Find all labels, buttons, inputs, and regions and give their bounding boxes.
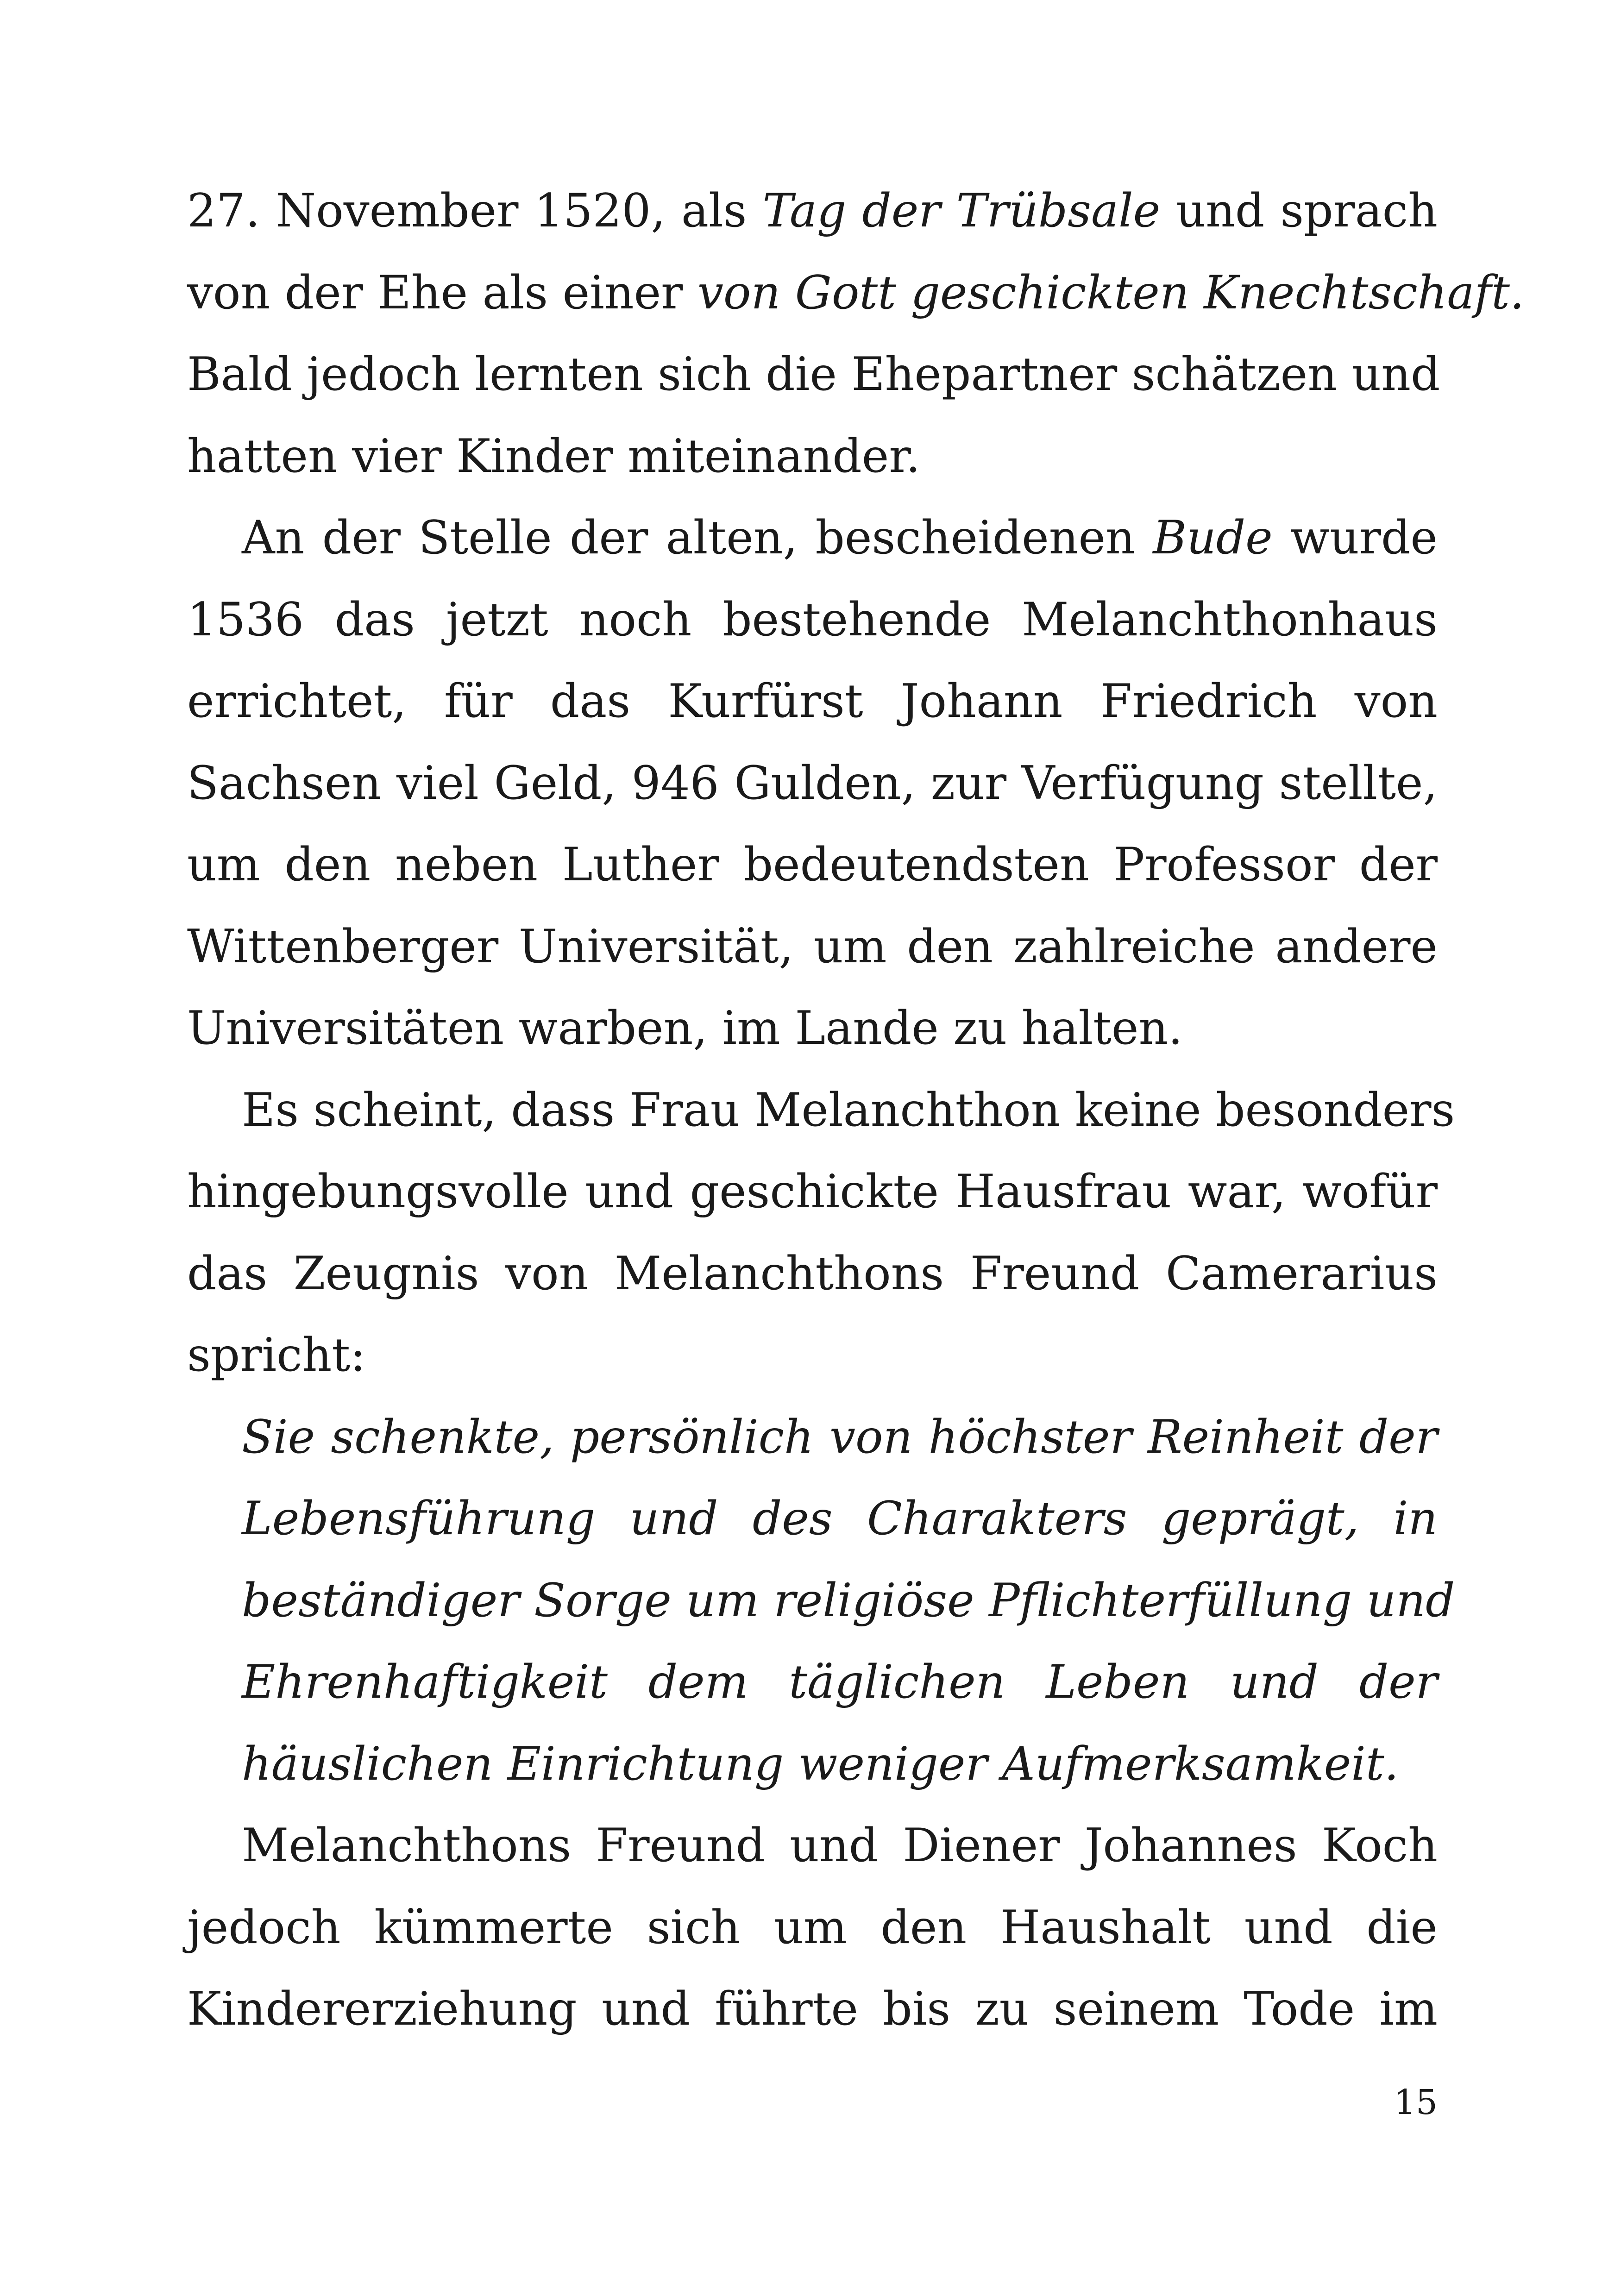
- quote-line: Sie schenkte, persönlich von höchster Reinheit der: [242, 1410, 1438, 1464]
- text-line: errichtet, für das Kurfürst Johann Friedrich von: [187, 675, 1438, 728]
- emphasis: Tag der Trübsale: [762, 184, 1161, 238]
- text-line: Melanchthons Freund und Diener Johannes Koch: [242, 1819, 1438, 1872]
- text-line: hatten vier Kinder miteinander.: [187, 429, 921, 483]
- quote-line: Ehrenhaftigkeit dem täglichen Leben und der: [242, 1656, 1438, 1709]
- quote-line: Lebensführung und des Charakters geprägt, in: [242, 1492, 1438, 1545]
- quote-line: häuslichen Einrichtung weniger Aufmerksamkeit.: [242, 1737, 1399, 1791]
- text-line: An der Stelle der alten, bescheidenen Bude wurde: [242, 511, 1438, 565]
- text-line: von der Ehe als einer von Gott geschickten Knechtschaft.: [187, 266, 1525, 320]
- text-line: spricht:: [187, 1329, 366, 1382]
- text-line: Universitäten warben, im Lande zu halten.: [187, 1002, 1183, 1055]
- text-line: Es scheint, dass Frau Melanchthon keine besonders: [242, 1083, 1455, 1137]
- text-line: das Zeugnis von Melanchthons Freund Camerarius: [187, 1247, 1438, 1300]
- emphasis: Bude: [1153, 511, 1273, 565]
- quote-line: beständiger Sorge um religiöse Pflichterfüllung und: [242, 1574, 1455, 1627]
- text-line: 27. November 1520, als Tag der Trübsale und sprach: [187, 184, 1438, 238]
- text-line: Bald jedoch lernten sich die Ehepartner schätzen und: [187, 348, 1440, 401]
- text-line: um den neben Luther bedeutendsten Professor der: [187, 838, 1438, 891]
- body-text: [187, 170, 1525, 2051]
- text-line: Wittenberger Universität, um den zahlreiche andere: [187, 920, 1438, 973]
- text-line: 1536 das jetzt noch bestehende Melanchthonhaus: [187, 593, 1438, 646]
- text-line: Kindererziehung und führte bis zu seinem Tode im: [187, 1982, 1438, 2036]
- text-line: hingebungsvolle und geschickte Hausfrau war, wofür: [187, 1165, 1438, 1218]
- page-number: 15: [1394, 2083, 1438, 2122]
- text-line: Sachsen viel Geld, 946 Gulden, zur Verfügung stellte,: [187, 756, 1438, 810]
- text-line: jedoch kümmerte sich um den Haushalt und die: [187, 1901, 1438, 1954]
- emphasis: von Gott geschickten Knechtschaft.: [697, 266, 1525, 320]
